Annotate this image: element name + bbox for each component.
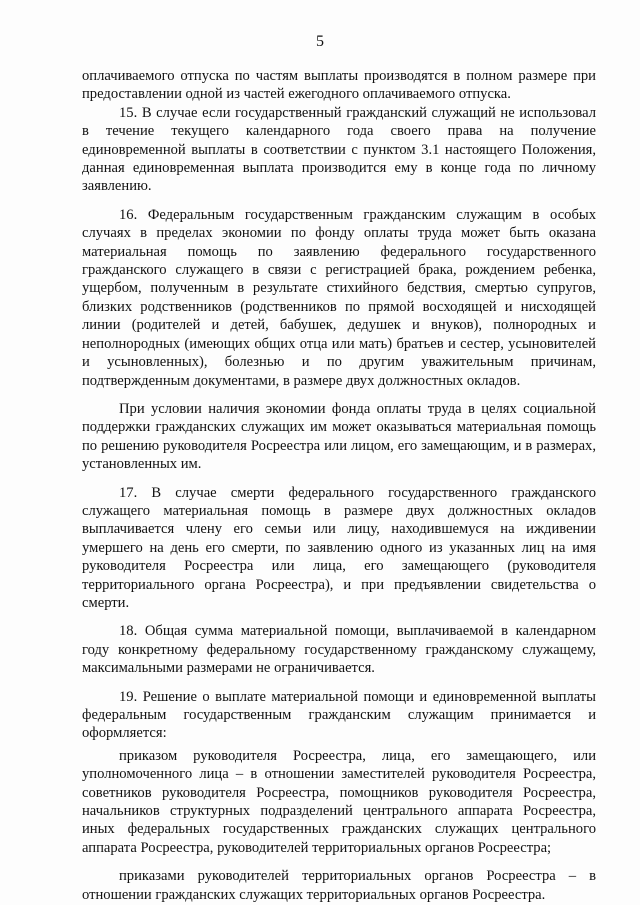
paragraph-14-continuation: оплачиваемого отпуска по частям выплаты производятся в полном размере при предоставлении одной из частей ежегодного оплачиваемого отпуска.	[82, 68, 596, 103]
paragraph-16: 16. Федеральным государственным гражданским служащим в особых случаях в пределах экономии по фонду оплаты труда может быть оказана материальная помощь по заявлению федерального государственного гражданского служащего в связи с регистрацией брака, рождением ребенка, ущербом, полученным в результате стихийного бедствия, смертью супругов, близких родственников (родственников по прямой восходящей и нисходящей линии (родителей и детей, бабушек, дедушек и внуков), полнородных и неполнородных (имеющих общих отца или мать) братьев и сестер, усыновителей и усыновленных), болезнью и по другим уважительным причинам, подтвержденным документами, в размере двух должностных окладов.	[82, 206, 596, 389]
paragraph-17: 17. В случае смерти федерального государственного гражданского служащего материальная помощь в размере двух должностных окладов выплачивается члену его семьи или лицу, находившемуся на иждивении умершего на день его смерти, по заявлению одного из указанных лиц на имя руководителя Росреестра или лица, его замещающего (руководителя территориального органа Росреестра), и при предъявлении свидетельства о смерти.	[82, 484, 596, 611]
paragraph-16-economy-condition: При условии наличия экономии фонда оплаты труда в целях социальной поддержки гражданских служащих им может оказываться материальная помощь по решению руководителя Росреестра или лицом, его замещающим, и в размерах, установленных им.	[82, 400, 596, 473]
page-number: 5	[316, 33, 324, 50]
document-body	[82, 67, 596, 904]
paragraph-19-order-territorial: приказами руководителей территориальных органов Росреестра – в отношении гражданских служащих территориальных органов Росреестра.	[82, 868, 596, 903]
paragraph-19: 19. Решение о выплате материальной помощи и единовременной выплаты федеральным государственным гражданским служащим принимается и оформляется:	[82, 688, 596, 742]
paragraph-18: 18. Общая сумма материальной помощи, выплачиваемой в календарном году конкретному федеральному государственному гражданскому служащему, максимальными размерами не ограничивается.	[82, 623, 596, 677]
paragraph-19-order-head: приказом руководителя Росреестра, лица, его замещающего, или уполномоченного лица – в отношении заместителей руководителя Росреестра, советников руководителя Росреестра, помощников руководителя Росреестра, начальников структурных подразделений центрального аппарата Росреестра, иных федеральных государственных гражданских служащих центрального аппарата Росреестра, руководителей территориальных органов Росреестра;	[82, 747, 596, 856]
paragraph-15: 15. В случае если государственный гражданский служащий не использовал в течение текущего календарного года своего права на получение единовременной выплаты в соответствии с пунктом 3.1 настоящего Положения, данная единовременная выплата производится ему в конце года по личному заявлению.	[82, 104, 596, 195]
